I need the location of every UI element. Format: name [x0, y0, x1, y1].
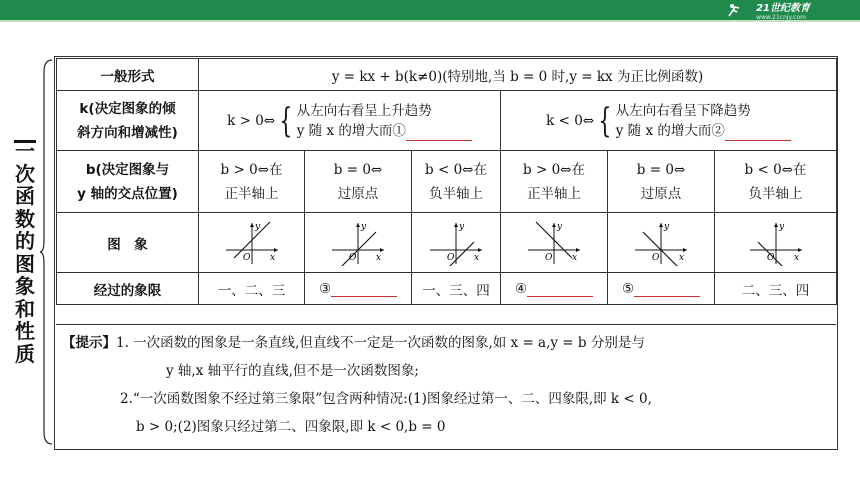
answer-blank-4[interactable] [527, 282, 593, 297]
y-axis-arrow-icon [552, 223, 556, 227]
quadrant-cell: 一、三、四 [412, 273, 501, 305]
b-cell [412, 151, 501, 213]
side-title-char: 数 [15, 206, 35, 231]
summary-table [56, 58, 837, 305]
side-title-char: 一 [15, 139, 35, 163]
logo-url: www.21cnjy.com [756, 14, 806, 21]
b-cell-line2: 负半轴上 [429, 185, 483, 202]
k-role-label-line2: 斜方向和增减性) [77, 124, 178, 141]
side-title-char: 的 [15, 229, 35, 253]
x-axis-arrow-icon [798, 248, 802, 252]
b-cell [501, 151, 608, 213]
y-axis-label: y [361, 221, 367, 232]
b-cell-line2: 过原点 [337, 185, 379, 202]
k-role-label [57, 91, 199, 151]
x-axis-label: x [376, 252, 382, 263]
x-axis-label: x [679, 252, 685, 263]
b-cell [715, 151, 837, 213]
tips-heading: 【提示】 [62, 335, 116, 351]
k-positive-cell [199, 91, 501, 151]
tip-text-1: 1. 一次函数的图象是一条直线,但直线不一定是一次函数的图象,如 x = a,y = b 分别是与 [116, 335, 645, 351]
k-negative-line2: y 随 x 的增大而② [615, 122, 725, 139]
graph-cell [305, 213, 412, 273]
answer-blank-1[interactable] [406, 126, 472, 141]
b-cell-line1: b = 0⇔ [636, 161, 686, 178]
b-cell [608, 151, 715, 213]
b-cell-line1: b > 0⇔在 [523, 161, 585, 178]
side-title-char: 函 [15, 184, 35, 208]
tips-box [56, 324, 836, 450]
left-brace [40, 58, 54, 446]
k-positive-line2: y 随 x 的增大而① [296, 122, 406, 139]
x-axis-arrow-icon [478, 248, 482, 252]
y-axis-arrow-icon [774, 223, 778, 227]
k-negative-cell [501, 91, 837, 151]
y-axis-label: y [557, 221, 563, 232]
logo-text: 21世纪教育 [756, 3, 810, 14]
answer-blank-2[interactable] [725, 126, 791, 141]
line-graph [326, 220, 390, 266]
side-title-char: 象 [15, 274, 35, 298]
b-role-label-line1: b(决定图象与 [85, 161, 170, 178]
x-axis-arrow-icon [576, 248, 580, 252]
y-axis-label: y [664, 221, 670, 232]
row-k-role [57, 91, 837, 151]
k-negative-condition: k < 0⇔ [546, 112, 595, 129]
graph-cell [501, 213, 608, 273]
b-cell-line2: 正半轴上 [527, 185, 581, 202]
x-axis-label: x [269, 252, 275, 263]
k-positive-brace: { [279, 100, 293, 141]
origin-label: O [652, 252, 660, 263]
tip-line-1 [62, 329, 830, 357]
side-title-char: 性 [15, 319, 35, 343]
blank-number: ④ [514, 280, 528, 297]
quadrant-cell [305, 273, 412, 305]
k-positive-condition: k > 0⇔ [227, 112, 276, 129]
graph-cell [715, 213, 837, 273]
k-positive-line1: 从左向右看呈上升趋势 [296, 102, 432, 119]
side-title [12, 140, 38, 365]
b-role-label-line2: y 轴的交点位置) [77, 185, 178, 202]
k-role-label-line1: k(决定图象的倾 [79, 100, 176, 117]
answer-blank-3[interactable] [331, 282, 397, 297]
x-axis-arrow-icon [380, 248, 384, 252]
origin-label: O [545, 252, 553, 263]
y-axis-label: y [459, 221, 465, 232]
blank-number: ③ [318, 280, 332, 297]
b-cell-line1: b < 0⇔在 [425, 161, 487, 178]
x-axis-arrow-icon [683, 248, 687, 252]
top-banner-divider [0, 20, 860, 22]
runner-logo-icon [726, 3, 752, 17]
x-axis-arrow-icon [274, 248, 278, 252]
b-role-label [57, 151, 199, 213]
b-cell [305, 151, 412, 213]
origin-label: O [766, 252, 774, 263]
k-negative-line1: 从左向右看呈下降趋势 [615, 102, 751, 119]
y-axis-label: y [778, 221, 784, 232]
row-b-role [57, 151, 837, 213]
side-title-char: 和 [15, 296, 35, 321]
quadrant-cell: 一、二、三 [199, 273, 305, 305]
row-general-form [57, 59, 837, 91]
graph-label: 图 象 [57, 213, 199, 273]
b-cell-line2: 负半轴上 [748, 185, 803, 202]
graph-cell [412, 213, 501, 273]
row-graph [57, 213, 837, 273]
brand-logo [726, 2, 810, 21]
b-cell-line1: b = 0⇔ [333, 161, 383, 178]
answer-blank-5[interactable] [634, 282, 700, 297]
quadrant-cell [501, 273, 608, 305]
row-quadrants [57, 273, 837, 305]
graph-cell [608, 213, 715, 273]
k-negative-brace: { [598, 100, 612, 141]
line-graph [522, 220, 586, 266]
b-cell-line1: b < 0⇔在 [744, 161, 807, 178]
side-title-char: 质 [15, 341, 35, 366]
quadrant-cell [608, 273, 715, 305]
y-axis-arrow-icon [659, 223, 663, 227]
origin-label: O [349, 252, 357, 263]
graph-cell [199, 213, 305, 273]
line-graph [424, 220, 488, 266]
line-graph [629, 220, 693, 266]
side-title-char: 次 [15, 161, 35, 186]
quadrants-label: 经过的象限 [57, 273, 199, 305]
y-axis-arrow-icon [356, 223, 360, 227]
side-title-char: 图 [15, 251, 35, 276]
tip-line-2: y 轴,x 轴平行的直线,但不是一次函数图象; [166, 363, 419, 379]
line-graph [220, 220, 284, 266]
b-cell-line1: b > 0⇔在 [220, 161, 283, 178]
blank-number: ⑤ [621, 280, 635, 297]
b-cell [199, 151, 305, 213]
y-axis-arrow-icon [454, 223, 458, 227]
x-axis-label: x [474, 252, 480, 263]
general-form-content: y = kx + b(k≠0)(特别地,当 b = 0 时,y = kx 为正比例函数) [199, 59, 837, 91]
x-axis-label: x [572, 252, 578, 263]
origin-label: O [447, 252, 455, 263]
tip-line-3: 2.“一次函数图象不经过第三象限”包含两种情况:(1)图象经过第一、二、四象限,即 k < 0, [120, 391, 652, 407]
y-axis-label: y [254, 221, 260, 232]
line-graph [744, 220, 808, 266]
y-axis-arrow-icon [250, 223, 254, 227]
quadrant-cell: 二、三、四 [715, 273, 837, 305]
b-cell-line2: 正半轴上 [224, 185, 279, 202]
tip-line-4: b > 0;(2)图象只经过第二、四象限,即 k < 0,b = 0 [136, 419, 446, 435]
general-form-label: 一般形式 [57, 59, 199, 91]
b-cell-line2: 过原点 [640, 185, 682, 202]
origin-label: O [242, 252, 250, 263]
x-axis-label: x [793, 252, 799, 263]
